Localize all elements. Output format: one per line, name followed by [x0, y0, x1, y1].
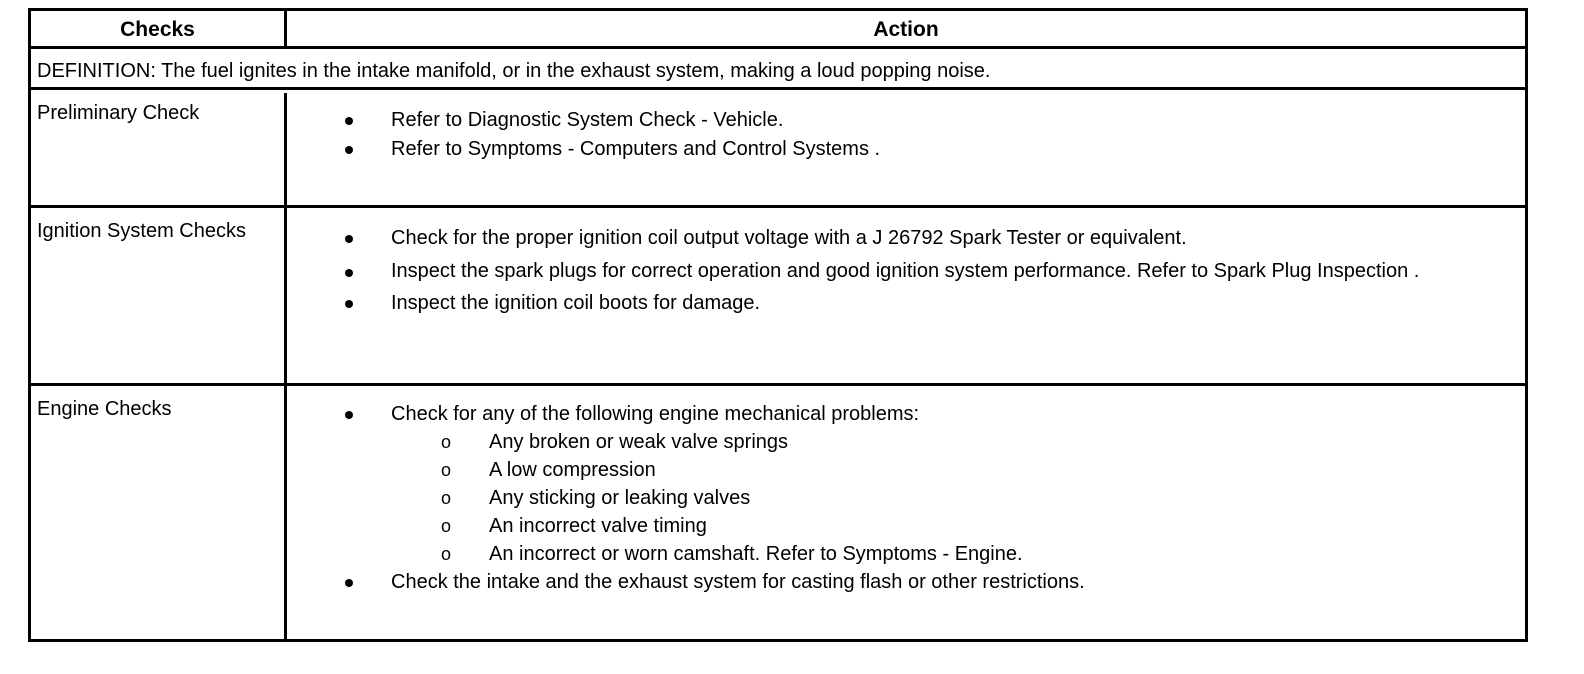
list-item: Refer to Symptoms - Computers and Control Systems . [287, 135, 1517, 164]
sub-list-item: o Any sticking or leaking valves [391, 484, 1497, 512]
table-row-preliminary [31, 93, 1525, 208]
list-item: Check the intake and the exhaust system for casting flash or other restrictions. [287, 568, 1517, 596]
header-checks: Checks [120, 18, 195, 41]
sub-list-item: o An incorrect or worn camshaft. Refer to Symptoms - Engine. [391, 540, 1497, 568]
list-item: Inspect the spark plugs for correct operation and good ignition system performance. Refer to Spark Plug Inspection . [287, 258, 1517, 285]
list-item: Inspect the ignition coil boots for damage. [287, 289, 1517, 318]
diagnostic-table [28, 8, 1528, 642]
action-list [287, 106, 1517, 164]
definition-row [31, 52, 1525, 90]
list-item: Check for the proper ignition coil output voltage with a J 26792 Spark Tester or equivalent. [287, 224, 1517, 253]
column-divider [284, 11, 287, 49]
table-row-ignition [31, 211, 1525, 386]
definition-text: DEFINITION: The fuel ignites in the intake manifold, or in the exhaust system, making a loud popping noise. [37, 60, 991, 82]
check-label: Preliminary Check [37, 102, 200, 124]
column-divider [284, 93, 287, 639]
check-label: Ignition System Checks [37, 220, 246, 242]
action-cell [287, 224, 1517, 318]
table-row-engine [31, 389, 1525, 639]
sub-list-item: o An incorrect valve timing [391, 512, 1497, 540]
action-cell [287, 106, 1517, 164]
action-list [287, 224, 1517, 318]
check-label: Engine Checks [37, 398, 172, 420]
action-list [287, 400, 1517, 596]
table-header-row [31, 11, 1525, 49]
list-item: Check for any of the following engine mechanical problems: o Any broken or weak valve springs o A low compression o Any sticking or leaking valves o An incorrect valve timing o An incorrect or worn camshaft. Refer to Symptoms - Engine. [287, 400, 1517, 568]
sub-list-item: o Any broken or weak valve springs [391, 428, 1497, 456]
action-cell [287, 400, 1517, 596]
header-action: Action [873, 18, 939, 41]
sub-list-item: o A low compression [391, 456, 1497, 484]
list-item: Refer to Diagnostic System Check - Vehicle. [287, 106, 1517, 135]
sub-action-list [391, 428, 1497, 568]
